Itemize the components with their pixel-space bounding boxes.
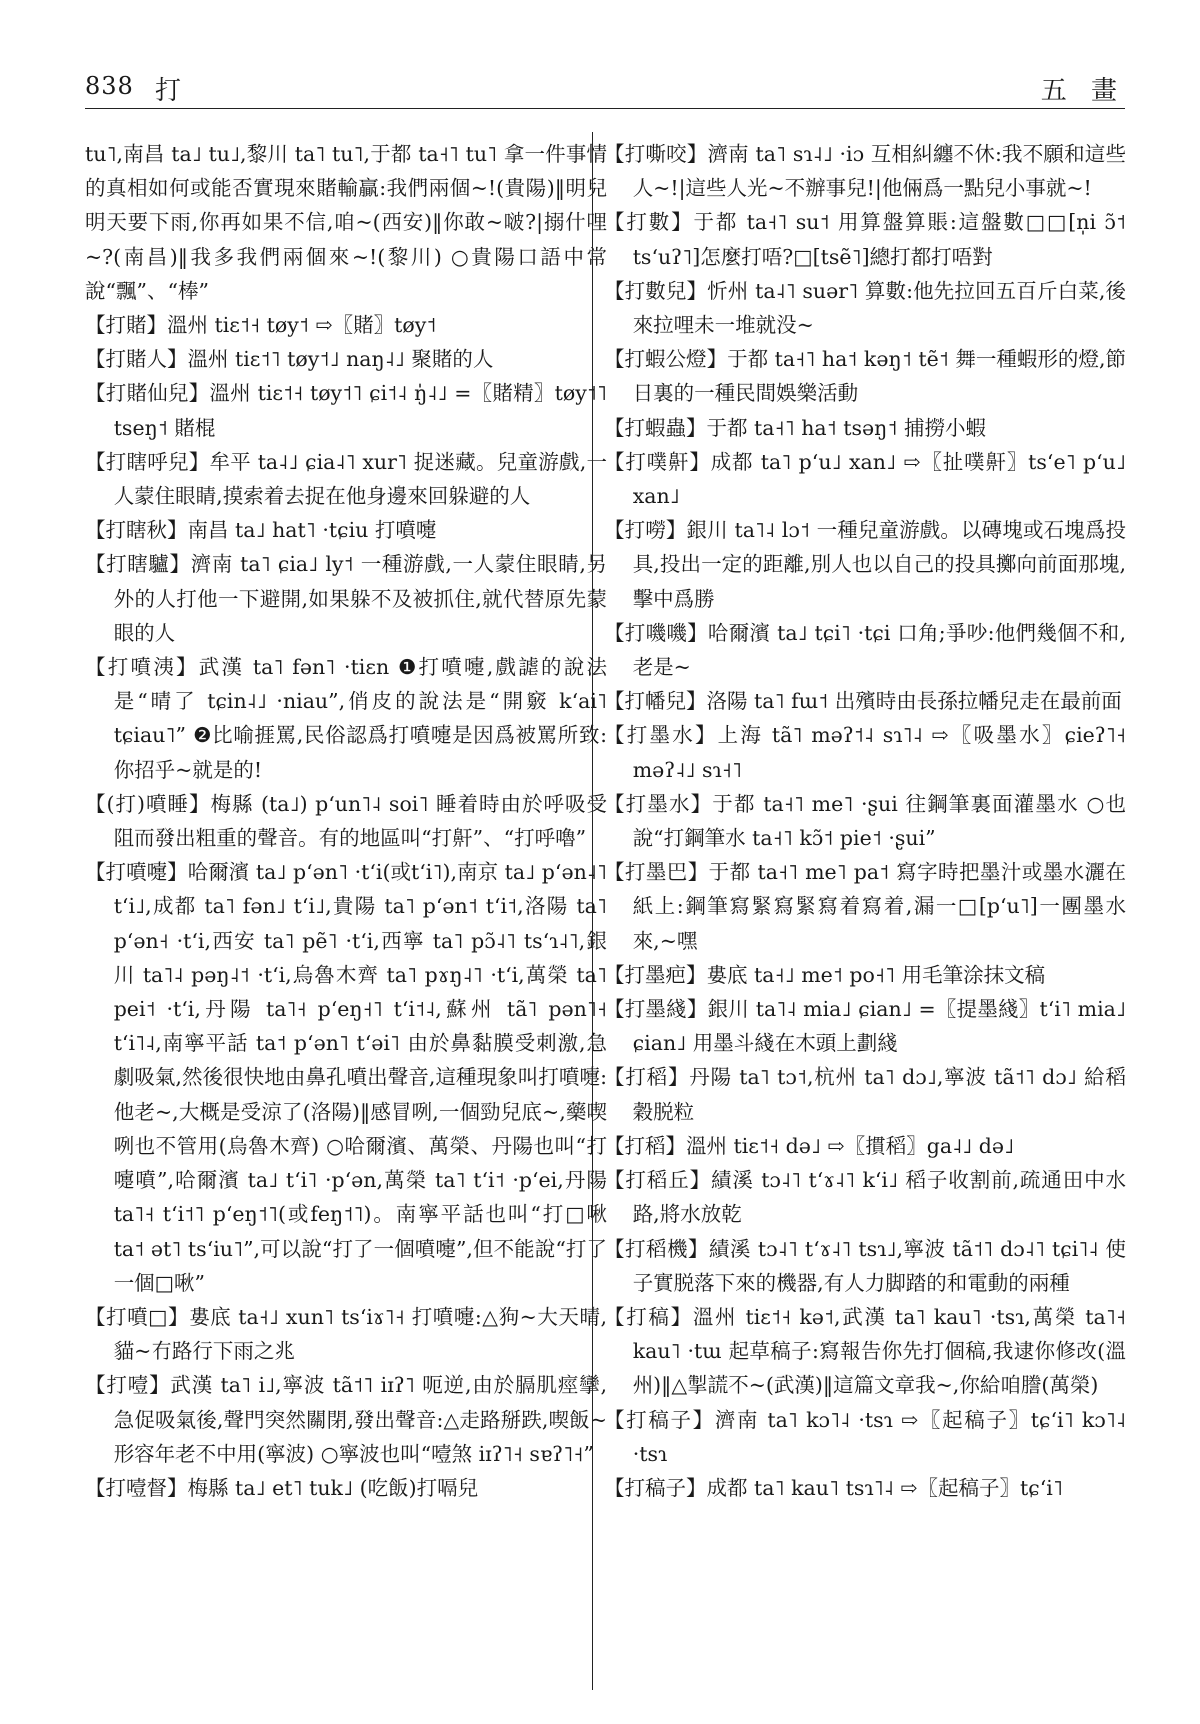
dictionary-entry: 【打噎】武漢 ta˥ i˩,寧波 tã˦˥ iɪʔ˥ 呃逆,由於膈肌痙攣,急促吸氣後,聲門突然關閉,發出聲音:△走路掰跌,喫飯~形容年老不中用(寧波) ○寧波也叫“噎煞 iɪʔ˥˧ sɐʔ˥˧”	[85, 1373, 607, 1466]
dictionary-entry: 【打賭人】溫州 tiɛ˦˥ tøy˦˩ naŋ˨˩ 聚賭的人	[85, 347, 494, 372]
page-number: 838	[85, 72, 134, 100]
dictionary-entry: 【打蝦公燈】于都 ta˧˥ ha˦ kəŋ˦ tẽ˦ 舞一種蝦形的燈,節日裏的一種民間娛樂活動	[604, 347, 1126, 406]
dictionary-entry: 【打賭仙兒】溫州 tiɛ˦˧ tøy˦˥ ɕi˦˨ ŋ̍˨˩ =〖賭精〗tøy˦˥ tseŋ˦ 賭棍	[85, 381, 607, 440]
dictionary-entry: 【打賭】溫州 tiɛ˦˧ tøy˦ ⇨〖賭〗tøy˦	[85, 313, 437, 338]
dictionary-entry: 【打瞎驢】濟南 ta˥ ɕia˩ ly˦ 一種游戲,一人蒙住眼睛,另外的人打他一下避開,如果躲不及被抓住,就代替原先蒙眼的人	[85, 552, 607, 645]
dictionary-entry: 【打稿子】成都 ta˥ kau˥ tsɿ˥˨ ⇨〖起稿子〗tɕʻi˥	[604, 1475, 1063, 1500]
dictionary-entry: 【打稿】溫州 tiɛ˦˧ kə˦,武漢 ta˥ kau˥ ·tsɿ,萬榮 ta˥˧ kau˥ ·tɯ 起草稿子:寫報告你先打個稿,我逮你修改(溫州)‖△掣謊不~(武漢)‖這篇文章我~,你給咱謄(萬榮)	[604, 1304, 1126, 1398]
right-column	[604, 137, 1126, 1505]
dictionary-entry: 【打噴嚏】哈爾濱 ta˩ pʻən˥ ·tʻi(或tʻi˥),南京 ta˩ pʻən˨˥ tʻi˩,成都 ta˥ fən˩ tʻi˩,貴陽 ta˥ pʻən˦ tʻi˦,洛陽 ta˥ pʻən˧ ·tʻi,西安 ta˥ pẽ˥ ·tʻi,西寧 ta˥ pɔ̃˨˥ tsʻɿ˨˥,銀川 ta˥˨ pəŋ˨˦ ·tʻi,烏魯木齊 ta˥ pɤŋ˨˥ ·tʻi,萬榮 ta˥ pei˦ ·tʻi,丹陽 ta˥˧ pʻeŋ˧˥ tʻi˦˨,蘇州 tã˥ pən˥˧ tʻi˥˨,南寧平話 ta˦ pʻən˥ tʻəi˥ 由於鼻黏膜受刺激,急劇吸氣,然後很快地由鼻孔噴出聲音,這種現象叫打噴嚏:他老~,大概是受涼了(洛陽)‖感冒咧,一個勁兒底~,藥喫咧也不管用(烏魯木齊) ○哈爾濱、萬榮、丹陽也叫“打嚏噴”,哈爾濱 ta˩ tʻi˥ ·pʻən,萬榮 ta˥ tʻi˦ ·pʻei,丹陽 ta˥˧ tʻi˦˥ pʻeŋ˦˥(或feŋ˦˥)。南寧平話也叫“打□啾 ta˦ ət˥ tsʻiu˥”,可以說“打了一個噴嚏”,但不能說“打了一個□啾”	[85, 860, 607, 1295]
dictionary-entry: 【打嘮】銀川 ta˥˨ lɔ˦ 一種兒童游戲。以磚塊或石塊爲投具,投出一定的距離,別人也以自己的投具擲向前面那塊,擊中爲勝	[604, 518, 1126, 611]
dictionary-entry: 【打瞎呼兒】牟平 ta˨˩ ɕia˨˥ xur˥ 捉迷藏。兒童游戲,一人蒙住眼睛,摸索着去捉在他身邊來回躲避的人	[85, 449, 607, 509]
dictionary-entry: 【打稻機】績溪 tɔ˨˥ tʻɤ˨˥ tsɿ˩,寧波 tã˦˥ dɔ˨˥ tɕi˥˨ 使子實脱落下來的機器,有人力脚踏的和電動的兩種	[604, 1236, 1126, 1295]
section-title: 五 畫	[1040, 76, 1125, 106]
dictionary-entry: 【打幡兒】洛陽 ta˥ fɯ˦ 出殯時由長孫拉幡兒走在最前面	[604, 689, 1122, 714]
dictionary-entry: 【打稻丘】績溪 tɔ˨˥ tʻɤ˨˥ kʻi˩ 稻子收割前,疏通田中水路,將水放乾	[604, 1168, 1126, 1227]
page-header	[85, 70, 1125, 109]
dictionary-entry: 【打噴□】婁底 ta˧˩ xun˥ tsʻiɤ˥˧ 打噴嚏:△狗~大天晴,貓~冇路行下雨之兆	[85, 1304, 607, 1364]
dictionary-entry: 【打蝦蟲】于都 ta˧˥ ha˦ tsəŋ˦ 捕撈小蝦	[604, 415, 986, 440]
dictionary-entry: 【打嘶咬】濟南 ta˥ sɿ˨˩ ·iɔ 互相糾纏不休:我不願和這些人~!|這些人光~不辦事兒!|他倆爲一點兒小事就~!	[604, 142, 1126, 201]
dictionary-entry: 【打數兒】忻州 ta˨˥ suər˥ 算數:他先拉回五百斤白菜,後來拉哩未一堆就没~	[604, 278, 1126, 338]
dictionary-entry: 【打墨水】于都 ta˧˥ me˥ ·ʂui 往鋼筆裏面灌墨水 ○也說“打鋼筆水 ta˧˥ kɔ̃˦ pie˦ ·ʂui”	[604, 791, 1126, 851]
dictionary-entry: 【打稻】溫州 tiɛ˦˧ də˩ ⇨〖摜稻〗ga˨˩ də˩	[604, 1133, 1015, 1158]
dictionary-entry: 【打稻】丹陽 ta˥ tɔ˦,杭州 ta˥ dɔ˩,寧波 tã˦˥ dɔ˩ 給稻穀脱粒	[604, 1065, 1126, 1124]
dictionary-entry: 【打稿子】濟南 ta˥ kɔ˥˨ ·tsɿ ⇨〖起稿子〗tɕʻi˥ kɔ˥˨ ·tsɿ	[604, 1407, 1126, 1466]
dictionary-entry: 【打墨綫】銀川 ta˥˨ mia˩ ɕian˩ =〖提墨綫〗tʻi˥ mia˩ ɕian˩ 用墨斗綫在木頭上劃綫	[604, 997, 1126, 1056]
dictionary-entry: 【打嘰嘰】哈爾濱 ta˩ tɕi˥ ·tɕi 口角;爭吵:他們幾個不和,老是~	[604, 620, 1126, 680]
dictionary-entry: 【打墨疤】婁底 ta˧˩ me˦ po˧˥ 用毛筆涂抹文稿	[604, 962, 1046, 987]
dictionary-entry: 【打墨水】上海 tã˥ məʔ˦˨ sɿ˥˨ ⇨〖吸墨水〗ɕieʔ˥˧ məʔ˨˩ sɿ˧˥	[604, 723, 1126, 782]
dictionary-entry: 【打噴洟】武漢 ta˥ fən˥ ·tiɛn ❶打噴嚏,戲謔的說法是“晴了 tɕin˨˩ ·niau”,俏皮的說法是“開竅 kʻai˥ tɕiau˥” ❷比喻捱罵,民俗認爲打噴嚏是因爲被罵所致:你招乎~就是的!	[85, 655, 607, 782]
left-column	[85, 137, 607, 1505]
dictionary-entry: 【打墨巴】于都 ta˧˥ me˥ pa˦ 寫字時把墨汁或墨水灑在紙上:鋼筆寫緊寫緊寫着寫着,漏一□[pʻu˥]一團墨水來,~嘿	[604, 860, 1126, 953]
continuation-text: tu˥,南昌 ta˩ tu˩,黎川 ta˥ tu˥,于都 ta˧˥ tu˥ 拿一件事情的真相如何或能否實現來賭輸贏:我們兩個~!(貴陽)‖明兒明天要下雨,你再如果不信,咱~(西安)‖你敢~啵?|搦什哩~?(南昌)‖我多我們兩個來~!(黎川) ○貴陽口語中常說“飄”、“棒”	[85, 142, 607, 303]
dictionary-entry: 【打噗鼾】成都 ta˥ pʻu˩ xan˩ ⇨〖扯噗鼾〗tsʻe˥ pʻu˩ xan˩	[604, 449, 1126, 509]
dictionary-entry: 【(打)噴睡】梅縣 (ta˩) pʻun˥˨ soi˥ 睡着時由於呼吸受阻而發出粗重的聲音。有的地區叫“打鼾”、“打呼嚕”	[85, 791, 607, 851]
running-head-character: 打	[155, 76, 182, 106]
dictionary-entry: 【打數】于都 ta˧˥ su˦ 用算盤算賬:這盤數□□[n̩i ɔ̃˦ tsʻuʔ˥]怎麼打唔?□[tsẽ˥]總打都打唔對	[604, 210, 1126, 269]
dictionary-entry: 【打瞎秋】南昌 ta˩ hat˥ ·tɕiu 打噴嚏	[85, 518, 437, 543]
dictionary-entry: 【打噎督】梅縣 ta˩ et˥ tuk˩ (吃飯)打嗝兒	[85, 1475, 479, 1500]
